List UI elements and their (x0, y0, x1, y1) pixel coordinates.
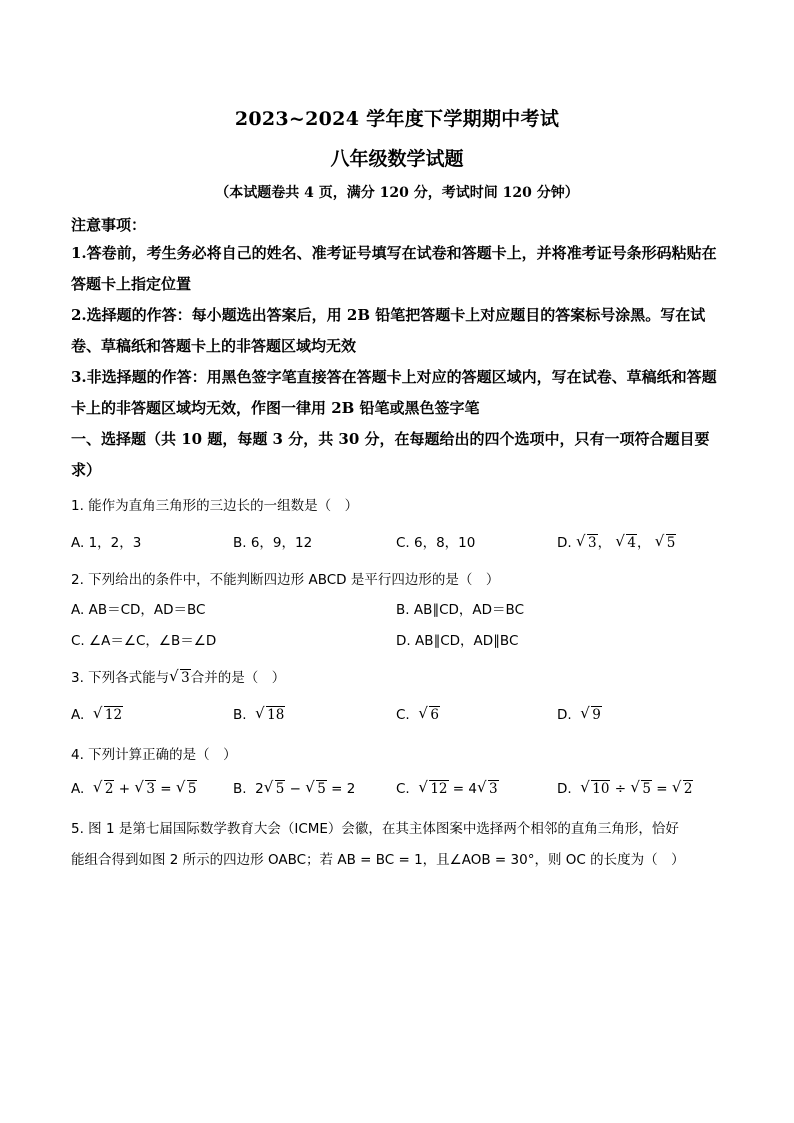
question-4-option-d: D. √ 10 ÷ √ 5 = √ 2 (557, 778, 693, 797)
radical: √ 3 (477, 778, 498, 797)
question-1-stem: 1. 能作为直角三角形的三边长的一组数是（ ） (71, 498, 359, 514)
question-1-option-d: D. √ 3， √ 4， √ 5 (557, 532, 676, 551)
question-3-option-c: C. √ 6 (396, 704, 439, 723)
radical: √ 10 (580, 778, 610, 797)
section-1-heading: 一、选择题（共 10 题，每题 3 分，共 30 分，在每题给出的四个选项中，只有一项符合题目要求） (71, 430, 710, 479)
question-4-stem: 4. 下列计算正确的是（ ） (71, 747, 237, 763)
radical: √ 5 (305, 778, 326, 797)
radical: √ 3 (169, 667, 190, 686)
question-2-stem: 2. 下列给出的条件中，不能判断四边形 ABCD 是平行四边形的是（ ） (71, 572, 500, 588)
question-1-option-c: C. 6，8，10 (396, 535, 476, 551)
radical: √ 5 (654, 532, 676, 551)
question-1-option-b: B. 6，9，12 (233, 535, 313, 551)
note-item-3: 3.非选择题的作答：用黑色签字笔直接答在答题卡上对应的答题区域内，写在试卷、草稿纸和答题卡上的非答题区域均无效，作图一律用 2B 铅笔或黑色签字笔 (71, 368, 717, 417)
question-2-option-b: B. AB∥CD，AD＝BC (396, 602, 524, 618)
question-5-stem-line-1: 5. 图 1 是第七届国际数学教育大会（ICME）会徽，在其主体图案中选择两个相邻的直角三角形，恰好 (71, 821, 679, 837)
radical: √ 4 (615, 532, 636, 551)
question-2-option-d: D. AB∥CD，AD∥BC (396, 633, 519, 649)
question-2-option-c: C. ∠A＝∠C，∠B＝∠D (71, 633, 217, 649)
question-3-option-b: B. √ 18 (233, 704, 285, 723)
exam-title: 2023~2024 学年度下学期期中考试 (234, 108, 560, 130)
question-3-stem: 3. 下列各式能与 √ 3合并的是（ ） (71, 667, 286, 686)
notes-heading: 注意事项： (71, 216, 147, 234)
question-4-option-a: A. √ 2 + √ 3 = √ 5 (71, 778, 197, 797)
radical: √ 9 (580, 704, 601, 723)
radical: √ 3 (134, 778, 155, 797)
exam-subject-title: 八年级数学试题 (330, 148, 464, 170)
radical: √ 5 (175, 778, 197, 797)
radical: √ 5 (263, 778, 285, 797)
question-2-option-a: A. AB＝CD，AD＝BC (71, 602, 206, 618)
radical: √ 2 (92, 778, 114, 797)
question-3-option-d: D. √ 9 (557, 704, 601, 723)
question-5-stem-line-2: 能组合得到如图 2 所示的四边形 OABC；若 AB = BC = 1，且∠AOB = 30°，则 OC 的长度为（ ） (71, 852, 685, 868)
question-4-option-c: C. √ 12 = 4 √ 3 (396, 778, 498, 797)
radical: √ 18 (255, 704, 285, 723)
option-d-label: D. (557, 535, 576, 551)
question-1-option-a: A. 1，2，3 (71, 535, 142, 551)
radical: √ 6 (418, 704, 439, 723)
radical: √ 2 (671, 778, 693, 797)
radical: √ 12 (418, 778, 448, 797)
radical: √ 12 (92, 704, 123, 723)
question-4-option-b: B. 2 √ 5 − √ 5 = 2 (233, 778, 356, 797)
radical: √ 3 (575, 532, 597, 551)
radical: √ 5 (630, 778, 651, 797)
question-3-option-a: A. √ 12 (71, 704, 123, 723)
note-item-2: 2.选择题的作答：每小题选出答案后，用 2B 铅笔把答题卡上对应题目的答案标号涂黑。写在试卷、草稿纸和答题卡上的非答题区域均无效 (71, 306, 706, 355)
exam-subtitle: （本试题卷共 4 页，满分 120 分，考试时间 120 分钟） (215, 185, 579, 201)
note-item-1: 1.答卷前，考生务必将自己的姓名、准考证号填写在试卷和答题卡上，并将准考证号条形码粘贴在答题卡上指定位置 (71, 244, 717, 293)
